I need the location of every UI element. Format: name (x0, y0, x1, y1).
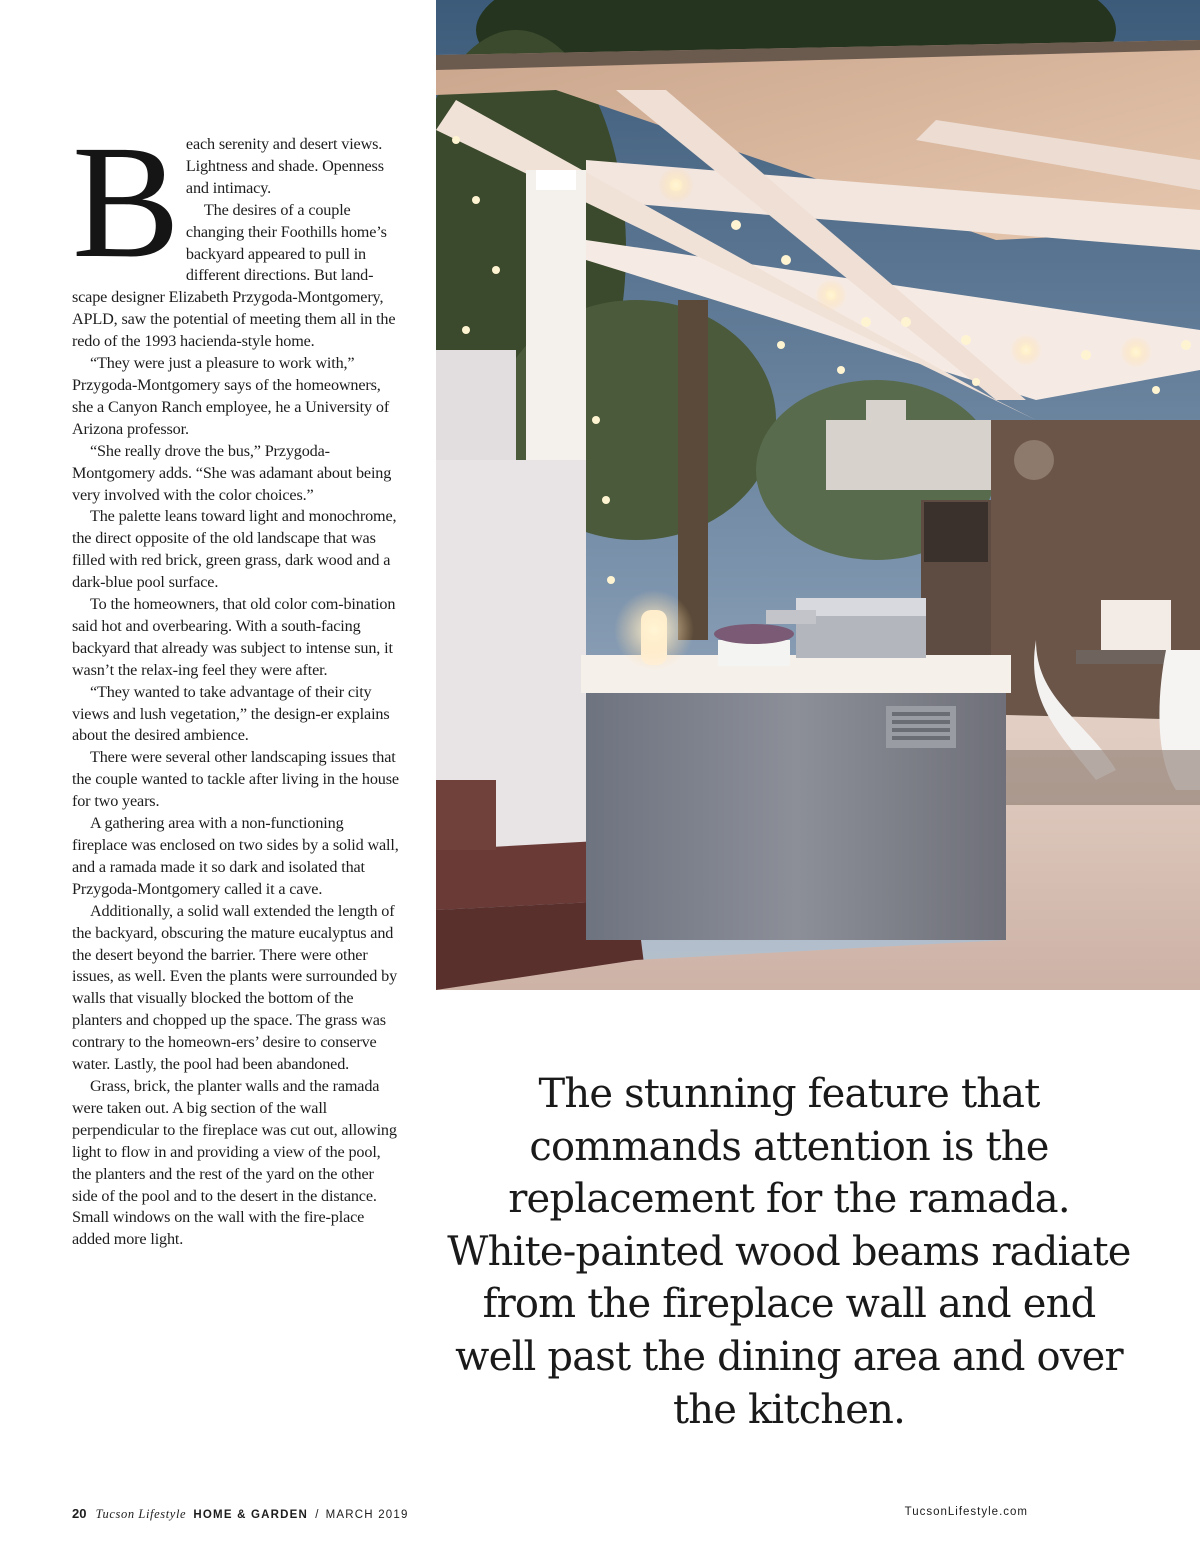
article-body (72, 113, 400, 1251)
paragraph-6: To the homeowners, that old color com-bination said hot and overbearing. With a south-facing backyard that already was subject to intense sun, it wasn’t the relax-ing feel they were after. (72, 595, 396, 679)
outdoor-kitchen-ramada-photo (436, 0, 1200, 990)
page-footer (72, 1506, 1028, 1524)
website-url: TucsonLifestyle.com (904, 1506, 1028, 1518)
issue-date: MARCH 2019 (325, 1509, 409, 1521)
drop-cap: B (72, 113, 180, 292)
footer-left (72, 1506, 409, 1522)
paragraph-9: A gathering area with a non-functioning fireplace was enclosed on two sides by a solid wall, and a ramada made it so dark and isolated that Przygoda-Montgomery called it a cave. (72, 814, 399, 898)
paragraph-8: There were several other landscaping issues that the couple wanted to tackle after living in the house for two years. (72, 748, 399, 811)
paragraph-11: Grass, brick, the planter walls and the ramada were taken out. A big section of the wall perpendicular to the fireplace was cut out, allowing light to flow in and providing a view of the pool, the planters and the rest of the yard on the other side of the pool and to the desert in the distance. Small windows on the wall with the fire-place added more light. (72, 1076, 397, 1249)
magazine-name: Tucson Lifestyle (95, 1507, 187, 1521)
footer-separator: / (315, 1509, 319, 1521)
section-name: HOME & GARDEN (193, 1509, 309, 1521)
page-number: 20 (72, 1506, 87, 1521)
pull-quote: The stunning feature that commands attention is the replacement for the ramada. White-painted wood beams radiate from the fireplace wall and end well past the dining area and over the kitchen. (447, 1071, 1131, 1433)
paragraph-1: each serenity and desert views. Lightness and shade. Openness and intimacy. (185, 135, 384, 197)
paragraph-10: Additionally, a solid wall extended the length of the backyard, obscuring the mature eucalyptus and the desert beyond the barrier. There were other issues, as well. Even the plants were surrounded by walls that visually blocked the bottom of the planters and chopped up the space. The grass was contrary to the homeown-ers’ desire to conserve water. Lastly, the pool had been abandoned. (72, 901, 398, 1074)
paragraph-2: The desires of a couple changing their Foothills home’s backyard appeared to pull in different directions. But land-scape designer Elizabeth Przygoda-Montgomery, APLD, saw the potential of meeting them all in the redo of the 1993 hacienda-style home. (72, 200, 396, 351)
paragraph-3: “They were just a pleasure to work with,” Przygoda-Montgomery says of the homeowners, she a Canyon Ranch employee, he a University of Arizona professor. (72, 354, 390, 438)
paragraph-4: “She really drove the bus,” Przygoda-Montgomery adds. “She was adamant about being very involved with the color choices.” (72, 441, 392, 504)
paragraph-7: “They wanted to take advantage of their city views and lush vegetation,” the design-er explains about the desired ambience. (72, 682, 390, 745)
paragraph-5: The palette leans toward light and monochrome, the direct opposite of the old landscape that was filled with red brick, green grass, dark wood and a dark-blue pool surface. (72, 507, 397, 592)
